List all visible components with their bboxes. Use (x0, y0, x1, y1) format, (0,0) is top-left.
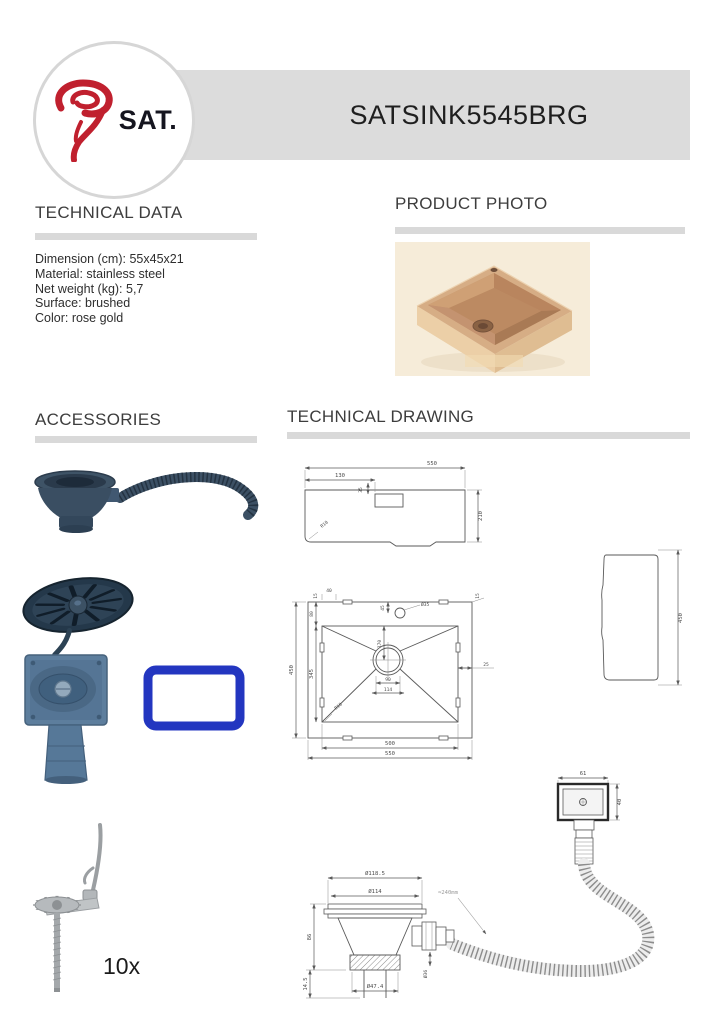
spec-surface: Surface: brushed (35, 296, 131, 311)
dim-top-corner-radius: R10 (334, 702, 344, 712)
brand-logo (33, 41, 195, 199)
dim-top-faucet-offset: 45 (381, 605, 386, 611)
spec-color: Color: rose gold (35, 311, 124, 326)
dim-top-drain-flange: 114 (383, 688, 393, 693)
dim-top-drain-offset: 170 (378, 639, 383, 649)
drawing-side-profile-view (602, 550, 684, 685)
dim-section-height: 210 (478, 511, 484, 521)
product-photo-title: PRODUCT PHOTO (395, 194, 548, 213)
dim-cover-width: 61 (579, 771, 587, 777)
dim-section-corner-radius: R10 (320, 520, 330, 530)
header-banner (152, 70, 690, 160)
dim-section-hole-offset: 130 (335, 473, 345, 479)
brand-name: SAT. (118, 104, 178, 135)
sealing-gasket-image (148, 670, 240, 726)
dim-tail-height: 14.5 (303, 977, 309, 991)
dim-side-outlet: Ø36 (424, 969, 429, 979)
drawing-front-section-view (305, 461, 484, 546)
strainer-basket-image (20, 572, 139, 659)
drain-waste-hose-image (35, 471, 253, 533)
dim-top-drain-width: 90 (385, 678, 391, 683)
dim-profile-depth: 450 (678, 613, 684, 623)
accessories-title: ACCESSORIES (35, 410, 162, 429)
accessories-images (5, 458, 265, 1018)
tornado-logo-icon (51, 78, 115, 162)
spec-dimension: Dimension (cm): 55x45x21 (35, 252, 184, 266)
clip-quantity-note: 10x (103, 953, 141, 979)
spec-weight: Net weight (kg): 5,7 (35, 281, 144, 296)
dim-top-corner-r: 15 (314, 593, 319, 599)
technical-drawing-divider (287, 432, 690, 439)
dim-top-bowl-depth: 345 (309, 669, 315, 679)
technical-drawing-title: TECHNICAL DRAWING (287, 407, 475, 426)
accessories-divider (35, 436, 257, 443)
dim-top-edge-tick: 15 (476, 593, 481, 599)
dim-cover-height: 40 (617, 798, 623, 806)
dim-flange-inner: Ø114 (368, 889, 382, 895)
product-code: SATSINK5545BRG (349, 99, 589, 130)
dim-top-gap: 80 (310, 611, 315, 617)
dim-top-bowl-width: 500 (385, 741, 395, 747)
dim-section-hole-drop: 35 (359, 487, 364, 493)
dim-top-overall-depth: 450 (289, 665, 295, 675)
dim-top-right-gap: 25 (483, 663, 489, 668)
technical-data-title: TECHNICAL DATA (35, 203, 183, 222)
drawing-top-view (289, 588, 494, 760)
product-photo-sink-image (395, 242, 590, 376)
dim-body-height: 86 (307, 933, 313, 941)
product-photo-divider (395, 227, 685, 234)
technical-data-list (35, 252, 184, 326)
dim-top-overall-width: 550 (385, 751, 395, 757)
dim-flange-outer: Ø118.5 (365, 871, 385, 877)
dim-outlet-diameter: Ø47.4 (366, 984, 384, 990)
technical-data-divider (35, 233, 257, 240)
dim-hose-length: ≈240mm (438, 890, 458, 896)
mounting-clip-image (33, 825, 101, 992)
drawing-drain-assembly (303, 771, 648, 998)
overflow-body-image (25, 655, 107, 784)
spec-material: Material: stainless steel (35, 266, 165, 281)
dim-top-faucet-hole: Ø35 (421, 603, 430, 608)
dim-section-overall-width: 550 (427, 461, 437, 467)
dim-top-corner-w: 40 (326, 589, 332, 594)
technical-drawing-canvas (280, 450, 724, 1024)
